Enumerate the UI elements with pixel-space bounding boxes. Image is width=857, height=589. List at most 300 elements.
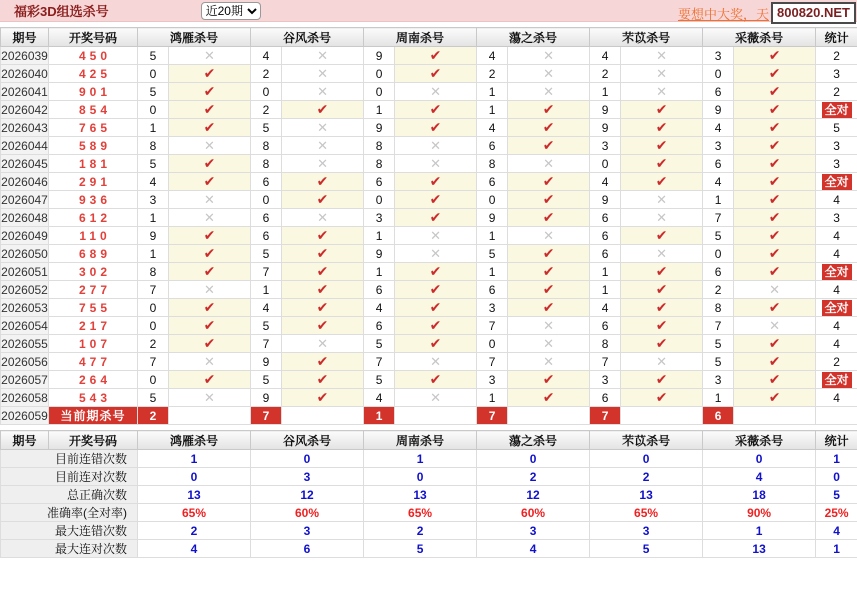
stat-count-cell — [816, 263, 857, 281]
check-icon: ✔ — [429, 317, 442, 333]
kill-number-cell: 9 — [251, 389, 282, 407]
kill-number-cell: 4 — [477, 47, 508, 65]
kill-mark-cell — [734, 155, 816, 173]
kill-number-cell: 6 — [251, 209, 282, 227]
col-header-expert: 采薇杀号 — [703, 28, 816, 47]
kill-number-cell: 5 — [138, 389, 169, 407]
check-icon: ✔ — [316, 263, 329, 279]
check-icon: ✔ — [768, 137, 781, 153]
period-cell: 2026051 — [1, 264, 48, 279]
kill-mark-cell — [621, 155, 703, 173]
check-icon: ✔ — [429, 173, 442, 189]
kill-mark-cell — [734, 209, 816, 227]
table-row — [1, 83, 857, 101]
kill-number-cell: 6 — [590, 227, 621, 245]
check-icon: ✔ — [429, 47, 442, 63]
kill-number-cell: 4 — [364, 389, 395, 407]
table-row — [1, 389, 857, 407]
kill-mark-cell — [282, 299, 364, 317]
cross-icon: ✕ — [543, 353, 554, 369]
check-icon: ✔ — [203, 155, 216, 171]
kill-mark-cell — [282, 317, 364, 335]
kill-number-cell: 5 — [703, 335, 734, 353]
kill-number-table — [0, 27, 857, 425]
kill-number-cell: 2 — [251, 65, 282, 83]
kill-mark-cell — [395, 227, 477, 245]
kill-mark-cell — [395, 353, 477, 371]
kill-mark-cell — [508, 119, 590, 137]
check-icon: ✔ — [203, 101, 216, 117]
kill-mark-cell — [508, 137, 590, 155]
kill-mark-cell — [395, 83, 477, 101]
current-kill-number-cell: 7 — [477, 407, 508, 425]
kill-mark-cell — [169, 65, 251, 83]
kill-number-cell: 1 — [590, 263, 621, 281]
check-icon: ✔ — [429, 119, 442, 135]
kill-number-cell: 1 — [138, 245, 169, 263]
result-cell: 755 — [49, 299, 138, 317]
check-icon: ✔ — [316, 281, 329, 297]
kill-mark-cell — [734, 263, 816, 281]
cross-icon: ✕ — [543, 155, 554, 171]
kill-number-cell: 4 — [590, 173, 621, 191]
kill-number-cell: 8 — [251, 137, 282, 155]
kill-mark-cell — [282, 407, 364, 425]
stats-row — [1, 522, 857, 540]
kill-number-cell: 1 — [590, 83, 621, 101]
stat-count-cell: 2 — [816, 47, 857, 65]
kill-number-cell: 3 — [703, 137, 734, 155]
kill-mark-cell — [169, 407, 251, 425]
kill-number-cell: 7 — [138, 353, 169, 371]
kill-mark-cell — [395, 245, 477, 263]
kill-mark-cell — [734, 371, 816, 389]
cross-icon: ✕ — [430, 227, 441, 243]
check-icon: ✔ — [768, 371, 781, 387]
kill-number-cell: 6 — [477, 137, 508, 155]
period-cell: 2026053 — [1, 300, 48, 315]
kill-mark-cell — [734, 353, 816, 371]
stats-value-cell: 60% — [477, 504, 590, 522]
kill-number-cell: 0 — [364, 83, 395, 101]
kill-number-cell: 0 — [477, 335, 508, 353]
period-cell: 2026041 — [1, 84, 48, 99]
cross-icon: ✕ — [204, 281, 215, 297]
kill-mark-cell — [508, 191, 590, 209]
stats-total-cell: 1 — [816, 450, 857, 468]
kill-mark-cell — [734, 317, 816, 335]
kill-number-cell: 6 — [590, 389, 621, 407]
check-icon: ✔ — [768, 173, 781, 189]
stats-value-cell: 4 — [138, 540, 251, 558]
stat-count-cell: 4 — [816, 191, 857, 209]
stats-total-cell: 5 — [816, 486, 857, 504]
table-row — [1, 191, 857, 209]
col-header-stat: 统计 — [816, 28, 857, 47]
stats-value-cell: 1 — [364, 450, 477, 468]
check-icon: ✔ — [429, 371, 442, 387]
kill-number-cell: 6 — [251, 173, 282, 191]
check-icon: ✔ — [316, 371, 329, 387]
check-icon: ✔ — [768, 263, 781, 279]
kill-mark-cell — [621, 317, 703, 335]
kill-mark-cell — [282, 155, 364, 173]
kill-mark-cell — [169, 353, 251, 371]
check-icon: ✔ — [768, 47, 781, 63]
stats-value-cell: 4 — [477, 540, 590, 558]
kill-number-cell: 6 — [364, 173, 395, 191]
kill-mark-cell — [621, 263, 703, 281]
cross-icon: ✕ — [317, 155, 328, 171]
kill-number-cell: 7 — [703, 209, 734, 227]
stats-value-cell: 90% — [703, 504, 816, 522]
check-icon: ✔ — [768, 65, 781, 81]
kill-mark-cell — [282, 389, 364, 407]
stats-value-cell: 2 — [590, 468, 703, 486]
stats-value-cell: 65% — [590, 504, 703, 522]
stat-count-cell: 4 — [816, 317, 857, 335]
top-bar — [0, 0, 857, 22]
kill-number-cell: 5 — [703, 353, 734, 371]
stats-label-cell: 目前连对次数 — [1, 468, 138, 486]
kill-number-cell: 1 — [590, 281, 621, 299]
kill-number-cell: 3 — [703, 47, 734, 65]
kill-mark-cell — [734, 83, 816, 101]
kill-number-cell: 1 — [138, 209, 169, 227]
stats-value-cell: 0 — [477, 450, 590, 468]
kill-number-cell: 2 — [138, 335, 169, 353]
stats-value-cell: 2 — [364, 522, 477, 540]
kill-mark-cell — [169, 317, 251, 335]
kill-mark-cell — [395, 371, 477, 389]
kill-number-cell: 5 — [251, 119, 282, 137]
result-cell: 477 — [49, 353, 138, 371]
kill-mark-cell — [282, 227, 364, 245]
stats-row — [1, 540, 857, 558]
col-header-expert: 鸿雁杀号 — [138, 431, 251, 450]
cross-icon: ✕ — [430, 245, 441, 261]
kill-number-cell: 5 — [364, 371, 395, 389]
stats-value-cell: 13 — [590, 486, 703, 504]
result-cell: 277 — [49, 281, 138, 299]
kill-mark-cell — [169, 281, 251, 299]
check-icon: ✔ — [203, 263, 216, 279]
kill-mark-cell — [621, 281, 703, 299]
stats-value-cell: 3 — [251, 468, 364, 486]
kill-mark-cell — [169, 227, 251, 245]
page-title: 福彩3D组选杀号 — [14, 4, 109, 19]
check-icon: ✔ — [429, 209, 442, 225]
kill-number-cell: 9 — [251, 353, 282, 371]
kill-number-cell: 1 — [477, 227, 508, 245]
kill-number-cell: 6 — [590, 209, 621, 227]
kill-mark-cell — [621, 353, 703, 371]
stat-count-cell — [816, 299, 857, 317]
kill-mark-cell — [169, 371, 251, 389]
cross-icon: ✕ — [317, 83, 328, 99]
period-cell: 2026054 — [1, 318, 48, 333]
kill-number-cell: 6 — [364, 281, 395, 299]
result-cell: 302 — [49, 263, 138, 281]
kill-mark-cell — [282, 119, 364, 137]
col-header-expert: 周南杀号 — [364, 431, 477, 450]
check-icon: ✔ — [655, 227, 668, 243]
kill-number-cell: 0 — [251, 191, 282, 209]
result-cell: 936 — [49, 191, 138, 209]
check-icon: ✔ — [768, 335, 781, 351]
kill-mark-cell — [508, 245, 590, 263]
kill-mark-cell — [508, 101, 590, 119]
kill-mark-cell — [508, 335, 590, 353]
kill-number-cell: 5 — [138, 47, 169, 65]
kill-mark-cell — [395, 335, 477, 353]
kill-number-cell: 9 — [590, 119, 621, 137]
cross-icon: ✕ — [656, 245, 668, 261]
kill-mark-cell — [395, 263, 477, 281]
kill-mark-cell — [508, 371, 590, 389]
result-cell: 689 — [49, 245, 138, 263]
kill-mark-cell — [621, 407, 703, 425]
kill-number-cell: 5 — [138, 155, 169, 173]
check-icon: ✔ — [203, 173, 216, 189]
kill-mark-cell — [169, 209, 251, 227]
table-row — [1, 155, 857, 173]
cross-icon: ✕ — [317, 119, 328, 135]
check-icon: ✔ — [429, 299, 442, 315]
kill-number-cell: 7 — [251, 335, 282, 353]
result-cell: 291 — [49, 173, 138, 191]
kill-number-cell: 8 — [138, 263, 169, 281]
result-cell: 450 — [49, 47, 138, 65]
kill-number-cell: 9 — [364, 47, 395, 65]
kill-mark-cell — [508, 155, 590, 173]
check-icon: ✔ — [429, 101, 442, 117]
check-icon: ✔ — [429, 335, 442, 351]
check-icon: ✔ — [768, 299, 781, 315]
kill-mark-cell — [169, 245, 251, 263]
kill-mark-cell — [508, 47, 590, 65]
stat-count-cell: 4 — [816, 389, 857, 407]
cross-icon: ✕ — [317, 47, 328, 63]
kill-number-cell: 6 — [477, 281, 508, 299]
kill-number-cell: 7 — [477, 353, 508, 371]
kill-mark-cell — [282, 101, 364, 119]
col-header-period: 期号 — [1, 28, 49, 47]
current-kill-number-cell: 7 — [251, 407, 282, 425]
check-icon: ✔ — [768, 191, 781, 207]
col-header-expert: 鸿雁杀号 — [138, 28, 251, 47]
check-icon: ✔ — [768, 101, 781, 117]
stats-value-cell: 3 — [477, 522, 590, 540]
kill-mark-cell — [395, 389, 477, 407]
kill-number-cell: 5 — [364, 335, 395, 353]
kill-mark-cell — [734, 299, 816, 317]
period-cell: 2026058 — [1, 390, 48, 405]
check-icon: ✔ — [655, 335, 668, 351]
result-cell: 110 — [49, 227, 138, 245]
kill-mark-cell — [169, 299, 251, 317]
kill-mark-cell — [621, 83, 703, 101]
kill-mark-cell — [508, 83, 590, 101]
kill-number-cell: 4 — [477, 119, 508, 137]
check-icon: ✔ — [655, 371, 668, 387]
table-row — [1, 101, 857, 119]
stats-value-cell: 13 — [138, 486, 251, 504]
kill-number-cell: 8 — [590, 335, 621, 353]
check-icon: ✔ — [542, 191, 555, 207]
col-header-expert: 周南杀号 — [364, 28, 477, 47]
period-cell: 2026043 — [1, 120, 48, 135]
kill-number-cell: 0 — [138, 317, 169, 335]
period-cell: 2026042 — [1, 102, 48, 117]
cross-icon: ✕ — [430, 389, 441, 405]
cross-icon: ✕ — [204, 353, 215, 369]
stats-label-cell: 总正确次数 — [1, 486, 138, 504]
cross-icon: ✕ — [204, 389, 215, 405]
kill-mark-cell — [395, 137, 477, 155]
check-icon: ✔ — [768, 83, 781, 99]
kill-number-cell: 7 — [477, 317, 508, 335]
table-row — [1, 119, 857, 137]
stats-value-cell: 4 — [703, 468, 816, 486]
kill-number-cell: 5 — [251, 371, 282, 389]
stats-value-cell: 1 — [138, 450, 251, 468]
stats-value-cell: 13 — [364, 486, 477, 504]
kill-mark-cell — [282, 47, 364, 65]
all-correct-badge: 全对 — [822, 372, 852, 388]
kill-number-cell: 0 — [590, 155, 621, 173]
kill-mark-cell — [169, 83, 251, 101]
kill-mark-cell — [282, 371, 364, 389]
kill-mark-cell — [734, 245, 816, 263]
kill-mark-cell — [282, 263, 364, 281]
check-icon: ✔ — [655, 173, 668, 189]
kill-mark-cell — [395, 407, 477, 425]
period-cell: 2026046 — [1, 174, 48, 189]
stats-total-cell: 25% — [816, 504, 857, 522]
kill-mark-cell — [395, 209, 477, 227]
stat-count-cell: 4 — [816, 227, 857, 245]
cross-icon: ✕ — [769, 281, 781, 297]
range-select[interactable] — [201, 2, 261, 20]
promo-site-box: 800820.NET — [771, 2, 856, 24]
period-cell: 2026052 — [1, 282, 48, 297]
stat-count-cell: 2 — [816, 83, 857, 101]
kill-mark-cell — [282, 209, 364, 227]
cross-icon: ✕ — [656, 209, 668, 225]
stats-value-cell: 12 — [251, 486, 364, 504]
stats-value-cell: 0 — [590, 450, 703, 468]
cross-icon: ✕ — [317, 65, 328, 81]
current-kill-number-cell: 6 — [703, 407, 734, 425]
stats-label-cell: 准确率(全对率) — [1, 504, 138, 522]
kill-mark-cell — [169, 173, 251, 191]
all-correct-badge: 全对 — [822, 300, 852, 316]
stats-value-cell: 6 — [251, 540, 364, 558]
current-kill-label: 当前期杀号 — [49, 407, 138, 425]
table-row — [1, 137, 857, 155]
stats-label-cell: 最大连对次数 — [1, 540, 138, 558]
cross-icon: ✕ — [543, 65, 554, 81]
kill-mark-cell — [169, 119, 251, 137]
kill-number-cell: 9 — [138, 227, 169, 245]
kill-mark-cell — [621, 245, 703, 263]
period-cell: 2026048 — [1, 210, 48, 225]
stats-value-cell: 5 — [590, 540, 703, 558]
col-header-expert: 蕩之杀号 — [477, 28, 590, 47]
kill-mark-cell — [734, 173, 816, 191]
kill-number-cell: 0 — [138, 101, 169, 119]
period-cell: 2026050 — [1, 246, 48, 261]
result-cell: 107 — [49, 335, 138, 353]
kill-mark-cell — [508, 299, 590, 317]
table-row — [1, 281, 857, 299]
kill-mark-cell — [734, 389, 816, 407]
cross-icon: ✕ — [204, 137, 215, 153]
check-icon: ✔ — [429, 281, 442, 297]
stat-count-cell — [816, 173, 857, 191]
stats-total-cell: 4 — [816, 522, 857, 540]
kill-number-cell: 9 — [364, 119, 395, 137]
check-icon: ✔ — [203, 245, 216, 261]
table-row — [1, 263, 857, 281]
cross-icon: ✕ — [430, 83, 441, 99]
kill-number-cell: 0 — [364, 191, 395, 209]
stats-value-cell: 2 — [477, 468, 590, 486]
kill-mark-cell — [282, 137, 364, 155]
kill-number-cell: 4 — [590, 299, 621, 317]
cross-icon: ✕ — [543, 47, 554, 63]
cross-icon: ✕ — [430, 137, 441, 153]
table-header-row — [1, 28, 857, 47]
kill-number-cell: 0 — [364, 65, 395, 83]
kill-number-cell: 8 — [477, 155, 508, 173]
check-icon: ✔ — [542, 371, 555, 387]
promo-link[interactable]: 要想中大奖，天 — [677, 7, 769, 22]
kill-mark-cell — [621, 209, 703, 227]
check-icon: ✔ — [655, 317, 668, 333]
current-kill-number-cell: 1 — [364, 407, 395, 425]
stats-value-cell: 13 — [703, 540, 816, 558]
kill-number-cell: 8 — [703, 299, 734, 317]
kill-mark-cell — [508, 317, 590, 335]
stats-total-cell: 0 — [816, 468, 857, 486]
table-row — [1, 209, 857, 227]
check-icon: ✔ — [203, 371, 216, 387]
table-row — [1, 65, 857, 83]
check-icon: ✔ — [655, 119, 668, 135]
check-icon: ✔ — [655, 101, 668, 117]
check-icon: ✔ — [429, 263, 442, 279]
kill-mark-cell — [734, 137, 816, 155]
kill-number-cell: 5 — [251, 245, 282, 263]
kill-number-cell: 4 — [251, 299, 282, 317]
kill-mark-cell — [395, 191, 477, 209]
table-row — [1, 227, 857, 245]
period-cell: 2026059 — [1, 408, 48, 423]
kill-number-cell: 0 — [251, 83, 282, 101]
kill-number-cell: 1 — [138, 119, 169, 137]
check-icon: ✔ — [316, 299, 329, 315]
cross-icon: ✕ — [204, 191, 215, 207]
kill-mark-cell — [169, 47, 251, 65]
check-icon: ✔ — [429, 65, 442, 81]
cross-icon: ✕ — [656, 191, 668, 207]
kill-number-cell: 6 — [251, 227, 282, 245]
check-icon: ✔ — [542, 173, 555, 189]
kill-number-cell: 4 — [703, 119, 734, 137]
table-row — [1, 299, 857, 317]
